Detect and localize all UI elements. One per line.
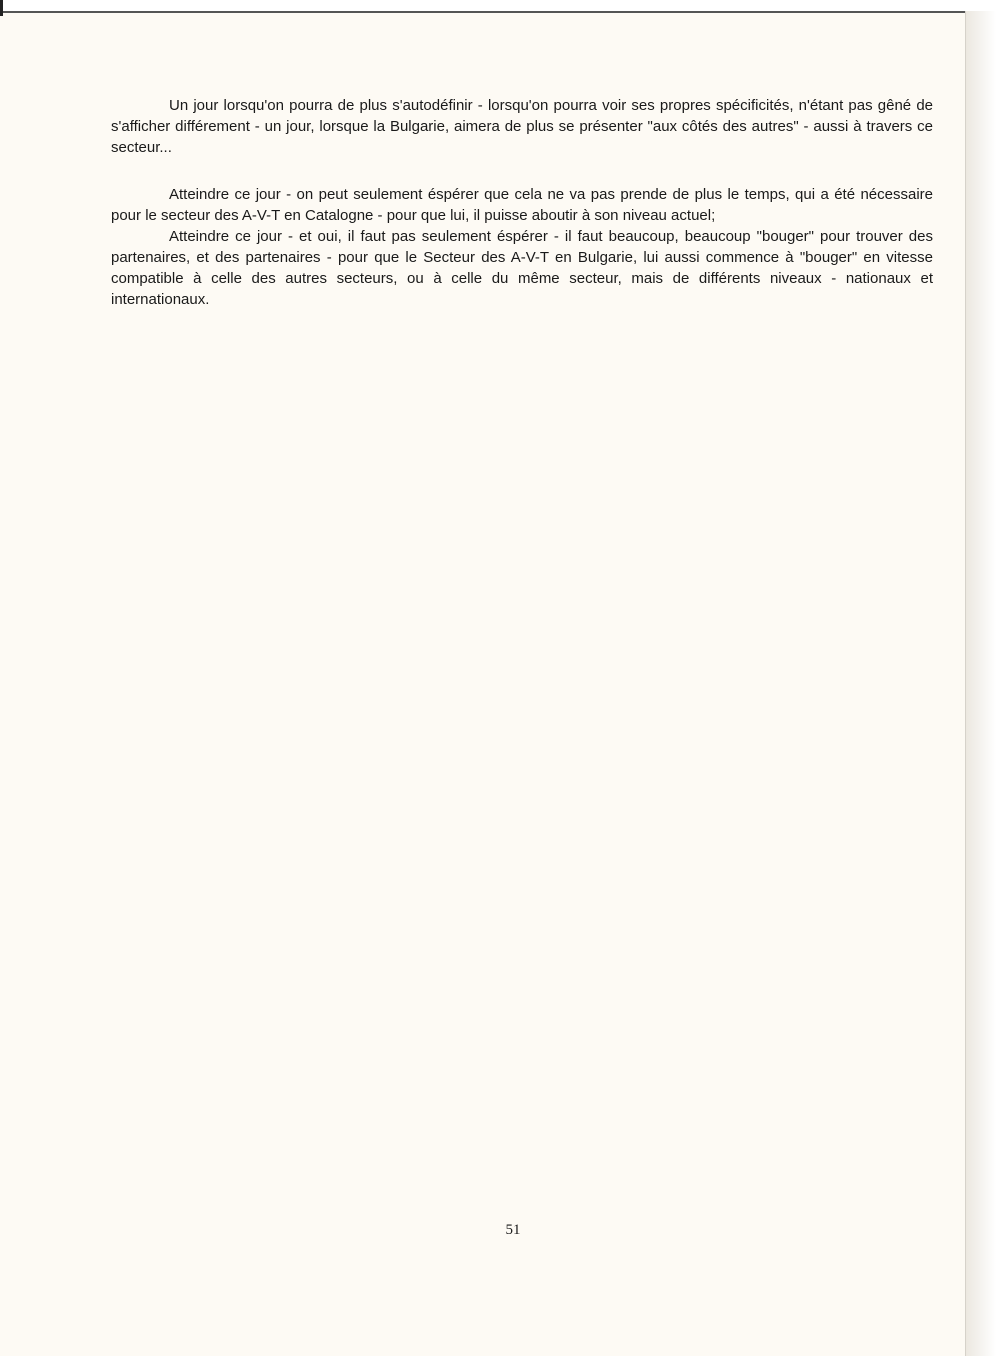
- scan-top-edge: [0, 0, 996, 13]
- paragraph-1: Un jour lorsqu'on pourra de plus s'autodéfinir - lorsqu'on pourra voir ses propres spécificités, n'étant pas gêné de s'afficher différement - un jour, lorsque la Bulgarie, aimera de plus se présenter "aux côtés des autres" - aussi à travers ce secteur...: [111, 97, 933, 156]
- paragraph-3: Atteindre ce jour - et oui, il faut pas seulement éspérer - il faut beaucoup, beaucoup "bouger" pour trouver des partenaires, et des partenaires - pour que le Secteur des A-V-T en Bulgarie, lui aussi commence à "bouger" en vitesse compatible à celle des autres secteurs, ou à celle du même secteur, mais de différents niveaux - nationaux et internationaux.: [111, 228, 933, 308]
- paragraph-gap: [111, 158, 933, 184]
- scan-left-edge: [0, 0, 3, 16]
- scan-bottom-edge: [0, 1356, 996, 1362]
- paragraph-2: Atteindre ce jour - on peut seulement éspérer que cela ne va pas prende de plus le temps, qui a été nécessaire pour le secteur des A-V-T en Catalogne - pour que lui, il puisse aboutir à son niveau actuel;: [111, 186, 933, 224]
- scan-right-edge-shadow: [965, 11, 996, 1362]
- body-text: [111, 95, 933, 310]
- page-number: 51: [505, 1222, 521, 1238]
